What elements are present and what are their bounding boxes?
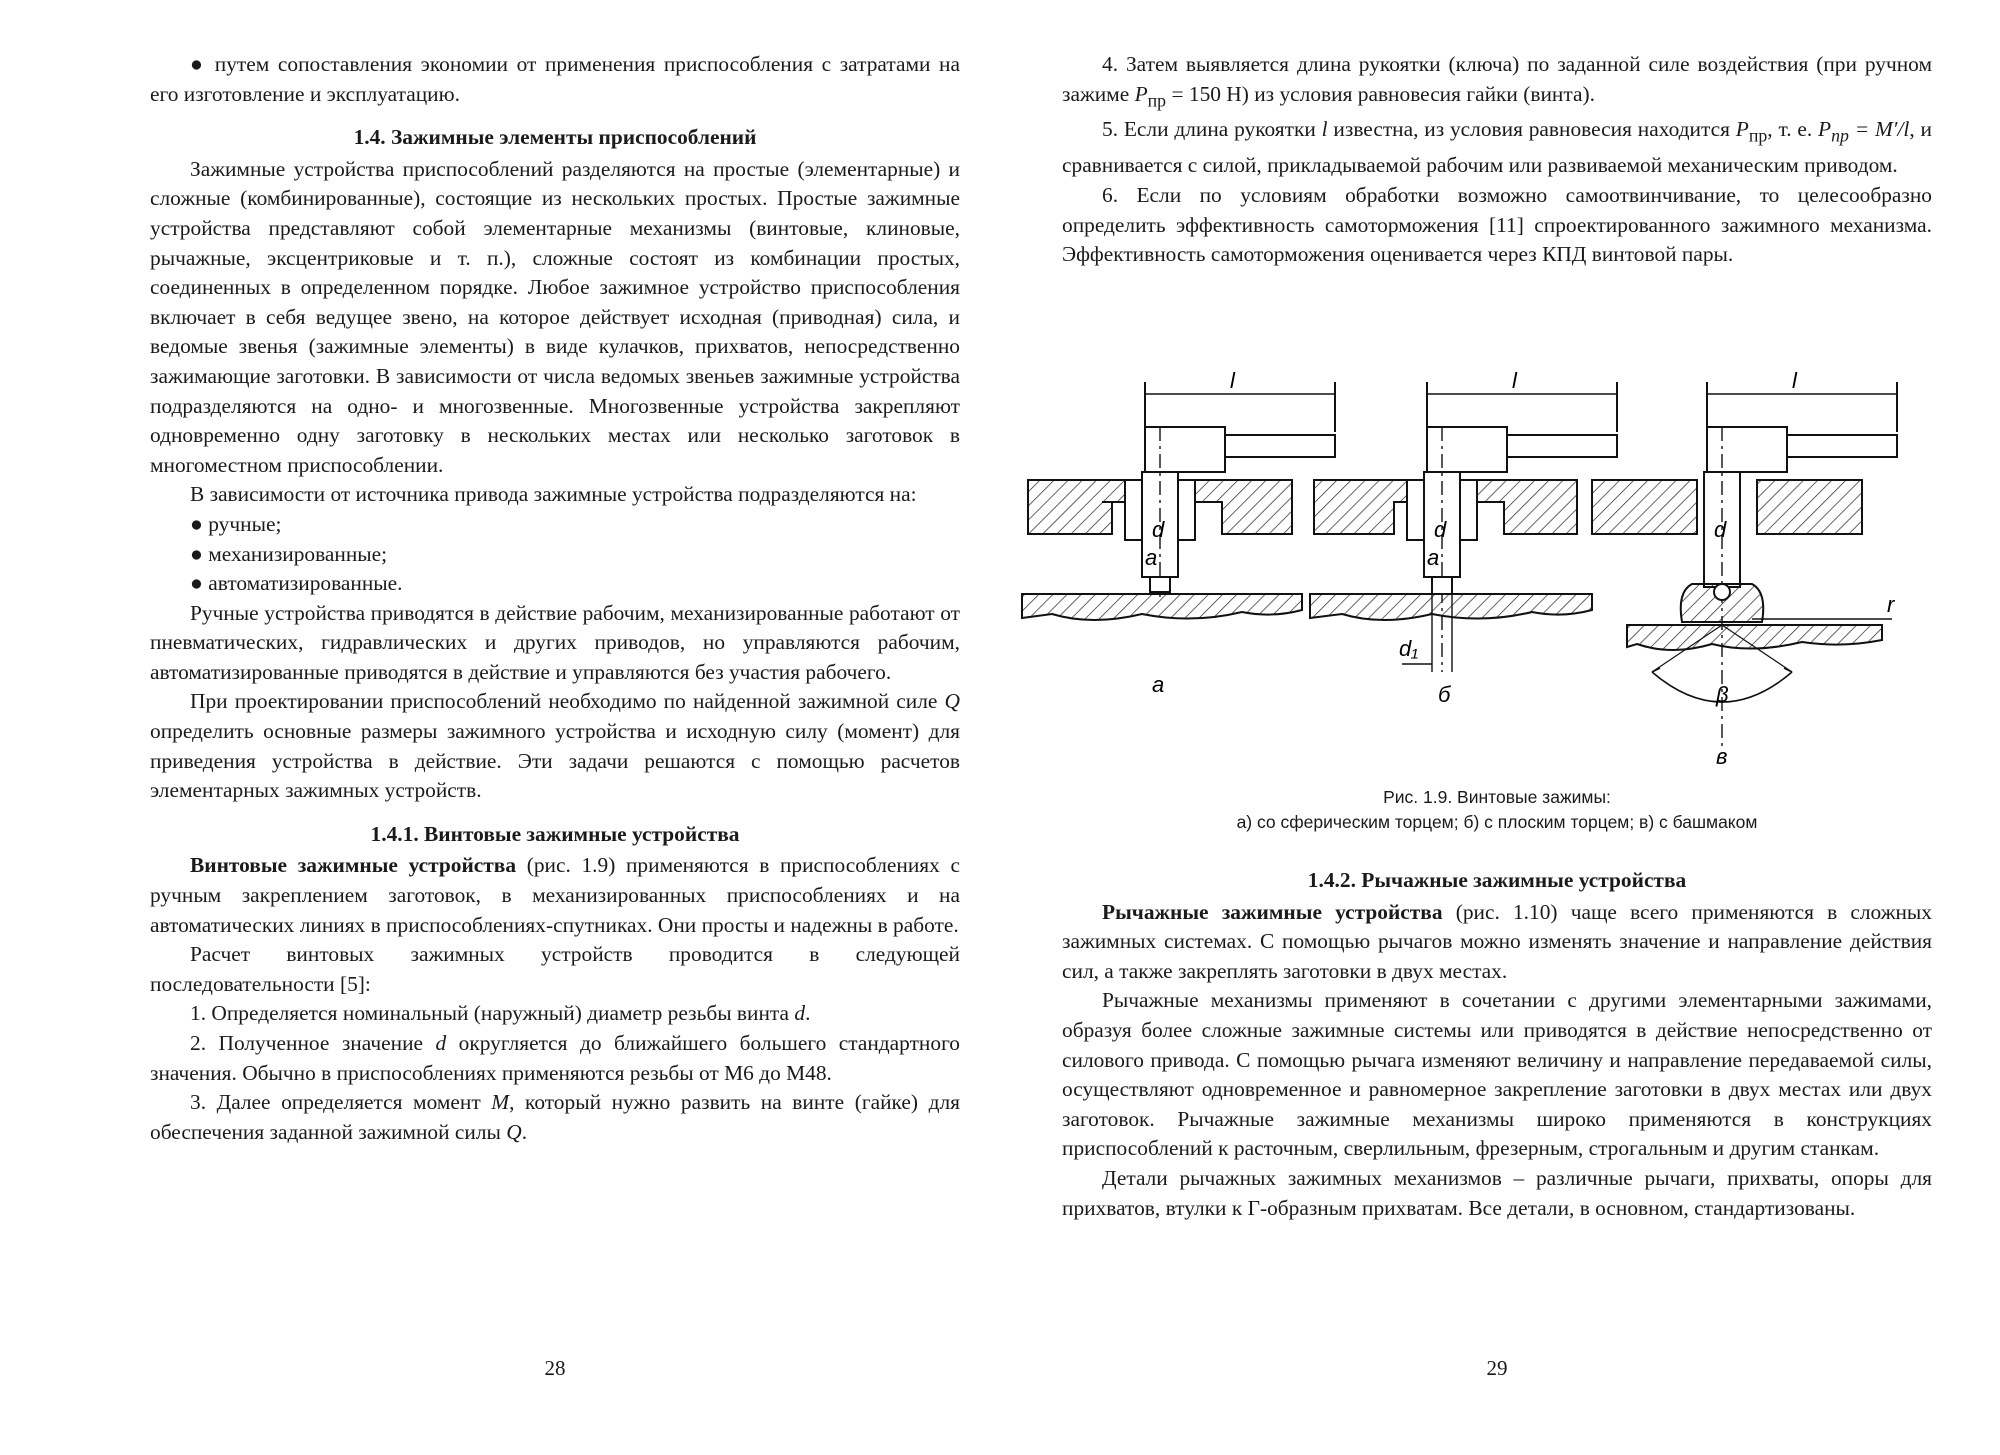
label-r: r (1887, 592, 1895, 617)
caption-subtitle: а) со сферическим торцем; б) с плоским торцем; в) с башмаком (1236, 812, 1758, 832)
paragraph-8: Рычажные механизмы применяют в сочетании с другими элементарными зажимами, образуя более сложные зажимные системы или приводятся в действие непосредственно от силового привода. С помощью рычага изменяют величину и направление передаваемой силы, осуществляют одновременное и равномерное закрепление заготовки в двух местах или двух заготовок. Рычажные зажимные механизмы широко применяются в конструкциях приспособлений к расточным, сверлильным, фрезерным, строгальным и другим станкам. (1062, 988, 1932, 1161)
section-heading-1-4: 1.4. Зажимные элементы приспособлений (353, 125, 757, 150)
right-page-lower-text (1062, 852, 1932, 1223)
bullet-item-2: ● механизированные; (190, 541, 388, 566)
step-6: 6. Если по условиям обработки возможно самоотвинчивание, то целесообразно определить эффективность самоторможения [11] спроектированного зажимного механизма. Эффективность самоторможения оценивается через КПД винтовой пары. (1062, 182, 1932, 267)
paragraph-5: Винтовые зажимные устройства (рис. 1.9) применяются в приспособлениях с ручным закреплением заготовок, в механизированных приспособлениях и на автоматических линиях в приспособлениях-спутниках. Они просты и надежны в работе. (150, 853, 960, 937)
label-circle-b: a (1427, 545, 1440, 570)
section-heading-1-4-2: 1.4.2. Рычажные зажимные устройства (1307, 868, 1687, 892)
label-beta: β (1716, 682, 1729, 707)
label-l-a: l (1230, 372, 1235, 393)
figure-screw-clamps (992, 372, 1992, 772)
clamp-variant-a (1022, 382, 1335, 620)
sub-label-a: а (1152, 672, 1165, 697)
label-d-c: d (1714, 517, 1727, 542)
right-page-text (1062, 50, 1932, 270)
label-d-a: d (1152, 517, 1165, 542)
sub-label-c: в (1716, 744, 1728, 769)
step-2: 2. Полученное значение d округляется до ближайшего большего стандартного значения. Обычно в приспособлениях применяются резьбы от М6 до М48. (150, 1031, 961, 1085)
paragraph-7: Рычажные зажимные устройства (рис. 1.10) чаще всего применяются в сложных зажимных системах. С помощью рычагов можно изменять значение и направление действия сил, а также закреплять заготовки в двух местах. (1062, 899, 1932, 983)
step-4: 4. Затем выявляется длина рукоятки (ключа) по заданной силе воздействия (при ручном зажиме $P_{пр} = 150$ Н) из условия равновесия гайки (винта). (1062, 52, 1932, 110)
paragraph-9: Детали рычажных зажимных механизмов – различные рычаги, прихваты, опоры для прихватов, втулки к Г-образным прихватам. Все детали, в основном, стандартизованы. (1062, 1165, 1932, 1220)
step-5: 5. Если длина рукоятки l известна, из условия равновесия находится $P_{пр}$, т. е. $P_{пр} = M'/l$, и сравнивается с силой, прикладываемой рабочим или развиваемой механическим приводом. (1062, 117, 1932, 178)
step-1: 1. Определяется номинальный (наружный) диаметр резьбы винта d. (190, 1001, 811, 1026)
paragraph-1: Зажимные устройства приспособлений разделяются на простые (элементарные) и сложные (комбинированные), состоящие из нескольких простых. Простые зажимные устройства представляют собой элементарные механизмы (винтовые, клиновые, рычажные, эксцентриковые и т. п.), сложные состоят из комбинации простых, соединенных в определенном порядке. Любое зажимное устройство приспособления включает в себя ведущее звено, на которое действует исходная (приводная) сила, и ведомые звенья (зажимные элементы) в виде кулачков, прихватов, непосредственно зажимающие заготовки. В зависимости от числа ведомых звеньев зажимные устройства подразделяются на одно- и многозвенные. Многозвенные устройства закрепляют одновременно одну заготовку в нескольких местах или несколько заготовок в многоместном приспособлении. (150, 156, 960, 477)
page-number-left: 28 (544, 1356, 566, 1380)
section-heading-1-4-1: 1.4.1. Винтовые зажимные устройства (370, 821, 740, 846)
bullet-item-3: ● автоматизированные. (190, 571, 403, 596)
paragraph-2: В зависимости от источника привода зажимные устройства подразделяются на: (190, 482, 917, 507)
paragraph-4: При проектировании приспособлений необходимо по найденной зажимной силе Q определить основные размеры зажимного устройства и исходную силу (момент) для приведения устройства в действие. Эти задачи решаются с помощью расчетов элементарных зажимных устройств. (150, 689, 960, 803)
label-circle-a: a (1145, 545, 1158, 570)
label-d1: d₁ (1399, 636, 1419, 661)
label-l-b: l (1512, 372, 1517, 393)
bullet-item-1: ● ручные; (190, 511, 282, 536)
sub-label-b: б (1438, 682, 1451, 707)
label-l-c: l (1792, 372, 1797, 393)
paragraph-6: Расчет винтовых зажимных устройств проводится в следующей последовательности [5]: (150, 942, 960, 996)
caption-title: Рис. 1.9. Винтовые зажимы: (1383, 787, 1611, 807)
label-d-b: d (1434, 517, 1447, 542)
left-page-text (150, 50, 960, 1147)
figure-drawing (992, 372, 1992, 772)
intro-bullet: ● путем сопоставления экономии от применения приспособления с затратами на его изготовление и эксплуатацию. (150, 52, 960, 106)
figure-caption (1062, 785, 1932, 835)
clamp-variant-c (1592, 382, 1897, 747)
paragraph-3: Ручные устройства приводятся в действие рабочим, механизированные работают от пневматических, гидравлических и других приводов, но управляются рабочим, автоматизированные приводятся в действие и управляются без участия рабочего. (150, 600, 960, 684)
clamp-variant-b (1310, 382, 1617, 672)
page-number-right: 29 (1486, 1356, 1508, 1380)
step-3: 3. Далее определяется момент M, который нужно развить на винте (гайке) для обеспечения заданной зажимной силы Q. (150, 1090, 960, 1144)
